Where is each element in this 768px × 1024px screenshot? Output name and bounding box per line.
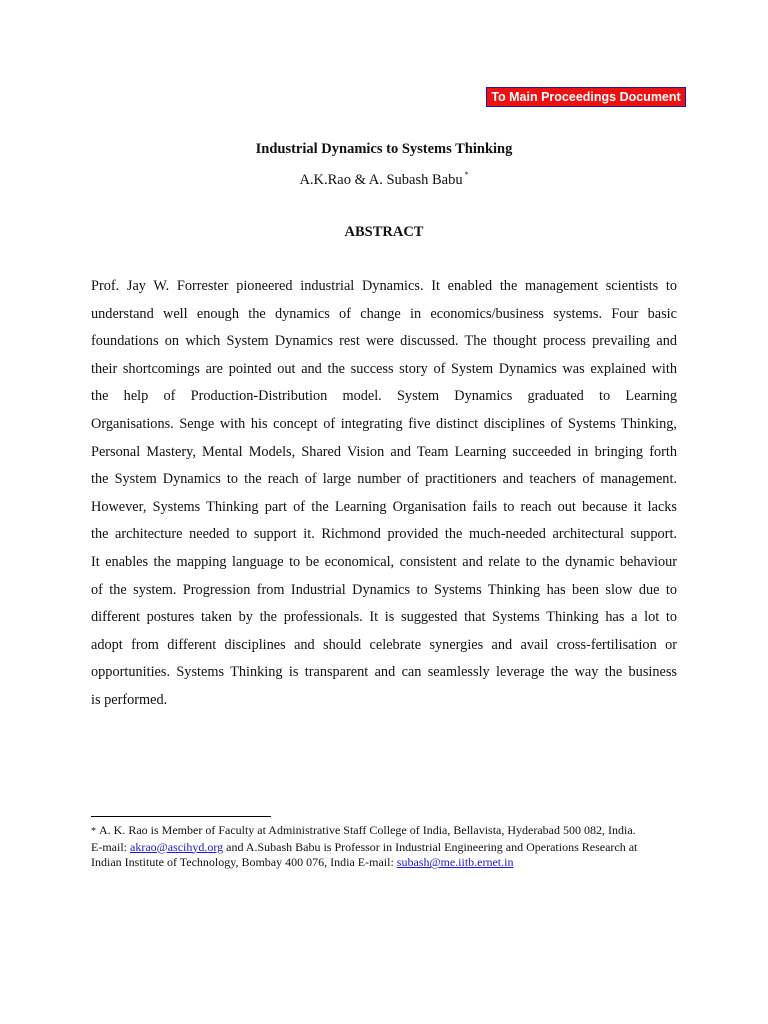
footnote-text: A. K. Rao is Member of Faculty at Administrative Staff College of India, Bellavista, Hyderabad 500 082, India. bbox=[99, 823, 636, 837]
abstract-line: the System Dynamics to the reach of large number of practitioners and teachers of management. bbox=[91, 471, 677, 488]
abstract-line: the help of Production-Distribution model. System Dynamics graduated to Learning bbox=[91, 388, 677, 405]
footnote-text: E-mail: bbox=[91, 839, 130, 854]
footnote-line bbox=[91, 823, 681, 840]
footnote-divider bbox=[91, 816, 271, 817]
abstract-line: Organisations. Senge with his concept of integrating five distinct disciplines of Systems Thinking, bbox=[91, 415, 677, 432]
abstract-line: It enables the mapping language to be economical, consistent and relate to the dynamic behaviour bbox=[91, 553, 677, 570]
footnote-text: and A.Subash Babu is Professor in Industrial Engineering and Operations Research at bbox=[223, 839, 638, 854]
abstract-line: different postures taken by the professionals. It is suggested that Systems Thinking has a lot to bbox=[91, 609, 677, 626]
footnote-line bbox=[91, 840, 681, 856]
abstract-line: their shortcomings are pointed out and the success story of System Dynamics was explained with bbox=[91, 360, 677, 377]
abstract-line: understand well enough the dynamics of change in economics/business systems. Four basic bbox=[91, 305, 677, 322]
authors: A.K.Rao & A. Subash Babu bbox=[299, 172, 463, 188]
email-link-rao[interactable]: akrao@ascihyd.org bbox=[130, 839, 224, 854]
footnote bbox=[91, 823, 681, 871]
paper-title: Industrial Dynamics to Systems Thinking bbox=[255, 141, 513, 157]
abstract-line: of the system. Progression from Industrial Dynamics to Systems Thinking has been slow due to bbox=[91, 581, 677, 598]
author-footnote-mark: * bbox=[464, 170, 469, 179]
abstract-line: foundations on which System Dynamics rest were discussed. The thought process prevailing and bbox=[91, 333, 677, 350]
footnote-line bbox=[91, 855, 681, 871]
footnote-mark: * bbox=[91, 826, 96, 837]
authors-line bbox=[0, 166, 768, 189]
abstract-line: Prof. Jay W. Forrester pioneered industrial Dynamics. It enabled the management scientists to bbox=[91, 278, 677, 294]
abstract-line: Personal Mastery, Mental Models, Shared Vision and Team Learning succeeded in bringing forth bbox=[91, 443, 677, 460]
abstract-line: adopt from different disciplines and should celebrate synergies and avail cross-fertilisation or bbox=[91, 636, 677, 653]
abstract-line: is performed. bbox=[91, 691, 168, 708]
email-link-babu[interactable]: subash@me.iitb.ernet.in bbox=[396, 855, 514, 870]
abstract-line: the architecture needed to support it. Richmond provided the much-needed architectural support. bbox=[91, 526, 677, 543]
abstract-line: However, Systems Thinking part of the Learning Organisation fails to reach out because it lacks bbox=[91, 498, 677, 515]
main-proceedings-link-button[interactable]: To Main Proceedings Document bbox=[486, 87, 686, 107]
abstract-line: opportunities. Systems Thinking is transparent and can seamlessly leverage the way the business bbox=[91, 664, 677, 681]
abstract-heading: ABSTRACT bbox=[344, 224, 424, 240]
footnote-text: Indian Institute of Technology, Bombay 400 076, India E-mail: bbox=[91, 855, 397, 870]
abstract-body bbox=[91, 277, 677, 719]
